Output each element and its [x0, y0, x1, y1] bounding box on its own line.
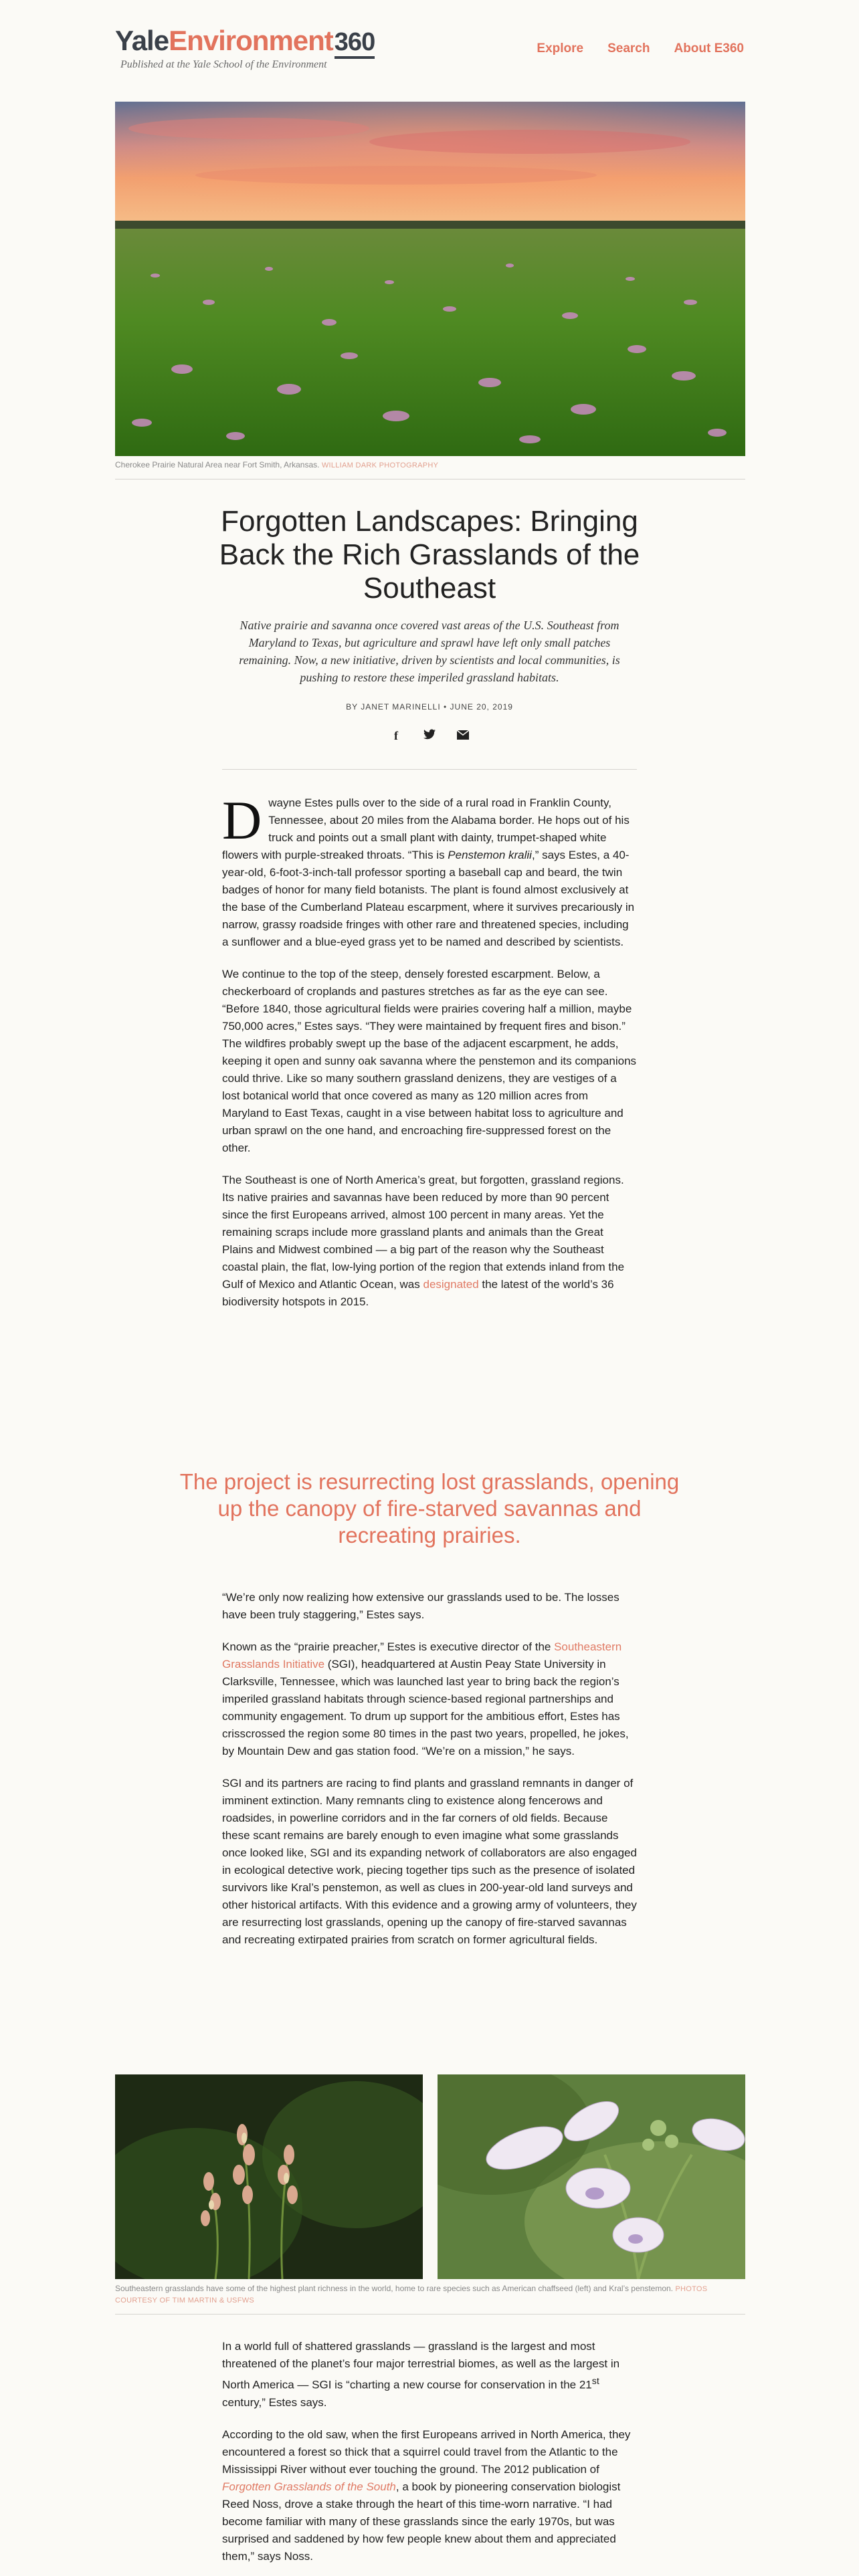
share-bar	[388, 729, 471, 743]
paragraph: SGI and its partners are racing to find plants and grassland remnants in danger of imminent extinction. Many remnants cling to existence along fencerows and roadsides, in powerline corridors and in the far corners of old fields. Because these scant remains are barely enough to even imagine what some grasslands once looked like, SGI and its expanding network of collaborators are also engaged in ecological detective work, piecing together tips such as the presence of isolated survivors like Kral’s penstemon, as well as clues in 200-year-old land surveys and other historical artifacts. With this evidence and a growing army of volunteers, they are resurrecting lost grasslands, opening up the canopy of fire-starved savannas and recreating extirpated prairies from scratch on former agricultural fields.	[222, 1777, 637, 1946]
photos-caption: Southeastern grasslands have some of the highest plant richness in the world, home to rare species such as American chaffseed (left) and Kral’s penstemon. PHOTOS COURTESY OF TIM MARTIN & USFWS	[115, 2284, 708, 2304]
photos-credit: PHOTOS COURTESY OF TIM MARTIN & USFWS	[115, 2285, 708, 2304]
hero-credit: WILLIAM DARK PHOTOGRAPHY	[321, 461, 439, 469]
designated-link[interactable]: designated	[423, 1278, 479, 1291]
article-byline: BY JANET MARINELLI • JUNE 20, 2019	[346, 702, 513, 712]
article-title: Forgotten Landscapes: Bringing Back the Rich Grasslands of the Southeast	[219, 505, 640, 605]
paragraph: “We’re only now realizing how extensive our grasslands used to be. The losses have been truly staggering,” Estes says.	[222, 1591, 619, 1621]
hero-caption: Cherokee Prairie Natural Area near Fort Smith, Arkansas. WILLIAM DARK PHOTOGRAPHY	[115, 460, 439, 469]
hero-image	[115, 102, 745, 456]
chaffseed-photo	[115, 2074, 423, 2279]
nav-explore[interactable]: Explore	[537, 41, 584, 56]
article-body-3	[222, 2338, 637, 2565]
pull-quote: The project is resurrecting lost grasslands, opening up the canopy of fire-starved savannas and recreating prairies.	[179, 1469, 680, 1547]
nav-about[interactable]: About E360	[674, 41, 744, 56]
sgi-link[interactable]: Southeastern Grasslands Initiative	[222, 1640, 622, 1671]
twitter-icon[interactable]	[421, 729, 438, 743]
email-icon[interactable]	[455, 729, 471, 743]
paragraph: The Southeast is one of North America’s great, but forgotten, grassland regions. Its native prairies and savannas have been reduced by more than 90 percent since the first Europeans arrived, almost 100 percent in many areas. Yet the remaining scraps include more grassland plants and animals than the Great Plains and Midwest combined — a big part of the reason why the Southeast coastal plain, the flat, low-lying portion of the region that extends inland from the Gulf of Mexico and Atlantic Ocean, was designated the latest of the world’s 36 biodiversity hotspots in 2015.	[222, 1174, 625, 1308]
paragraph: Known as the “prairie preacher,” Estes is executive director of the Southeastern Grasslands Initiative (SGI), headquartered at Austin Peay State University in Clarksville, Tennessee, which was launched last year to bring back the region’s imperiled grassland habitats through science-based regional partnerships and community engagement. To drum up support for the ambitious effort, Estes has crisscrossed the region some 80 times in the past two years, propelled, he jokes, by Mountain Dew and gas station food. “We’re on a mission,” he says.	[222, 1640, 629, 1757]
facebook-icon[interactable]: f	[394, 729, 398, 742]
paragraph: In a world full of shattered grasslands — grassland is the largest and most threatened of the planet’s four major terrestrial biomes, as well as the largest in North America — SGI is “charting a new course for conservation in the 21st century,” Estes says.	[222, 2340, 620, 2409]
site-logo[interactable]: YaleEnvironment360	[115, 24, 375, 59]
divider	[222, 769, 637, 770]
main-nav	[537, 41, 744, 56]
site-tagline: Published at the Yale School of the Environment	[120, 59, 327, 70]
divider	[115, 2314, 745, 2315]
penstemon-photo	[438, 2074, 745, 2279]
forgotten-grasslands-link[interactable]: Forgotten Grasslands of the South	[222, 2480, 396, 2493]
drop-cap: D	[222, 790, 262, 851]
paragraph: According to the old saw, when the first Europeans arrived in North America, they encountered a forest so thick that a squirrel could travel from the Atlantic to the Mississippi River without ever touching the ground. The 2012 publication of Forgotten Grasslands of the South, a book by pioneering conservation biologist Reed Noss, drove a stake through the heart of this time-worn narrative. “I had become familiar with many of these grasslands since the early 1970s, but was surprised and saddened by how few people knew about them and appreciated them,” says Noss.	[222, 2428, 631, 2563]
paragraph: Dwayne Estes pulls over to the side of a rural road in Franklin County, Tennessee, about 20 miles from the Alabama border. He hops out of his truck and points out a small plant with dainty, trumpet-shaped white flowers with purple-streaked throats. “This is Penstemon kralii,” says Estes, a 40-year-old, 6-foot-3-inch-tall professor sporting a baseball cap and beard, the twin badges of honor for many field botanists. The plant is found almost exclusively at the base of the Cumberland Plateau escarpment, where it survives precariously in narrow, grassy roadside fringes with other rare and threatened species, including a sunflower and a blue-eyed grass yet to be named and described by scientists.	[222, 790, 635, 948]
article-dek: Native prairie and savanna once covered vast areas of the U.S. Southeast from Maryland to Texas, but agriculture and sprawl have left only small patches remaining. Now, a new initiative, driven by scientists and local communities, is pushing to restore these imperiled grassland habitats.	[239, 619, 620, 684]
article-body-1	[222, 790, 637, 1311]
paragraph: We continue to the top of the steep, densely forested escarpment. Below, a checkerboard of croplands and pastures stretches as far as the eye can see. “Before 1840, those agricultural fields were prairies covering half a million, maybe 750,000 acres,” Estes says. “They were maintained by frequent fires and bison.” The wildfires probably swept up the base of the adjacent escarpment, he adds, keeping it open and sunny oak savanna where the penstemon and its companions could thrive. Like so many southern grassland denizens, they are vestiges of a lost botanical world that once covered as many as 120 million acres from Maryland to East Texas, caught in a vise between habitat loss to agriculture and urban sprawl on the one hand, and encroaching fire-suppressed forest on the other.	[222, 968, 637, 1154]
article-body-2	[222, 1589, 637, 1949]
site-header	[115, 24, 744, 78]
nav-search[interactable]: Search	[607, 41, 650, 56]
